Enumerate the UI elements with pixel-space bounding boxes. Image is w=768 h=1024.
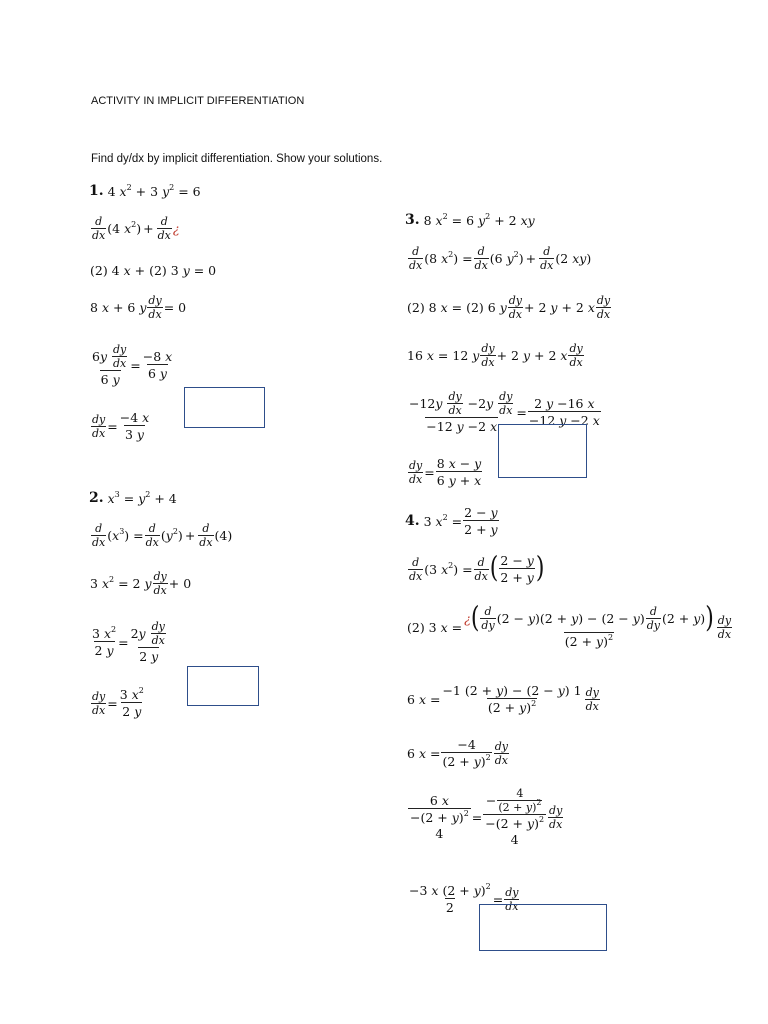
p1-step-2: (2) 4 x + (2) 3 y = 0 (90, 263, 217, 278)
problem-number: 2. (89, 490, 104, 506)
problem-number: 1. (89, 183, 104, 199)
placeholder-glyph: ¿ (464, 611, 471, 626)
problem-2-statement: 2. $x^3 = y^2 + 4$ (89, 489, 177, 506)
page-title: ACTIVITY IN IMPLICIT DIFFERENTIATION (91, 95, 305, 107)
p4-answer: $\frac{-3 x (2 + y)^2}{2}$ = $\frac{dy}{dx}$ (409, 882, 519, 915)
placeholder-glyph: ¿ (172, 221, 180, 236)
problem-1-statement: 1. 4 $x^2 + 3$ $y^2 = 6$ (89, 182, 201, 199)
p1-step-1: d dx (4 $x^2$) + $\frac{d}{dx}$ ¿ (92, 215, 180, 242)
p4-answer-box (479, 904, 607, 951)
p4-step-5: 6 x $-(2 + y)^2$ 4 = − 4 $(2 + y)^2$ $-(2 + y)^2$ 4 dy dx (410, 787, 563, 847)
p3-answer: $\frac{dy}{dx}$ = $\frac{8 x - y}{6 y + x}$ (409, 456, 482, 488)
p3-step-1: d dx (8 $x^2$) = $\frac{d}{dx}$ (6 $y^2$) + $\frac{d}{dx}$ (2 xy) (409, 245, 592, 272)
p3-step-2: (2) 8 x = (2) 6 y dy dx + 2 y + 2 x dy dx (407, 294, 611, 321)
problem-4-statement: 4. 3 $x^2$ = $\frac{2 - y}{2 + y}$ (405, 505, 498, 537)
problem-3-statement: 3. 8 $x^2 = 6$ $y^2 + 2$ xy (405, 211, 535, 228)
p2-step-2: 3 $x^2 = 2$ y dy dx + 0 (90, 570, 192, 597)
instructions: Find dy/dx by implicit differentiation. Show your solutions. (91, 153, 383, 165)
problem-number: 4. (405, 513, 420, 529)
problem-number: 3. (405, 212, 420, 228)
p3-answer-box (498, 424, 587, 478)
p2-answer: $\frac{dy}{dx}$ = $\frac{3 x^2}{2 y}$ (92, 686, 144, 719)
p1-answer-box (184, 387, 265, 428)
p4-step-4: 6 x = $\frac{-4}{(2 + y)^2}$ dy dx (407, 737, 509, 769)
p4-step-2: (2) 3 x = ¿ ( d dy (2 − y)(2 + y) − (2 − y) d dy (2 + y) ) $(2 + y)^2$ dy dx (407, 601, 732, 649)
p1-step-3: 8 x + 6 y $\frac{dy}{dx}$ = 0 (90, 294, 187, 321)
p3-step-4: −12 y dy dx −2 y dy dx −12 y −2 x = $\frac{2 y -16 x}{-12 y -2 x}$ (409, 390, 600, 434)
p2-answer-box (187, 666, 259, 706)
p2-step-1: d dx $(x^3)$ = $\frac{d}{dx}$ $(y^2)$ + $\frac{d}{dx}$ (4) (92, 522, 233, 549)
p1-answer: $\frac{dy}{dx}$ = $\frac{-4 x}{3 y}$ (92, 410, 150, 442)
p4-step-3: 6 x = $\frac{-1 (2 + y) - (2 - y) 1}{(2 + y)^2}$ dy dx (407, 683, 599, 715)
p2-step-3: $\frac{3 x^2}{2 y}$ = 2 y dy dx 2 y (92, 620, 165, 664)
p3-step-3: 16 x = 12 y dy dx + 2 y + 2 x dy dx (407, 342, 583, 369)
p1-step-4: 6 y dy dx 6 y = $\frac{-8 x}{6 y}$ (92, 343, 173, 387)
p4-step-1: d dx (3 $x^2$) = $\frac{d}{dx}$ ( 2 − y 2 + y ) (409, 552, 545, 585)
